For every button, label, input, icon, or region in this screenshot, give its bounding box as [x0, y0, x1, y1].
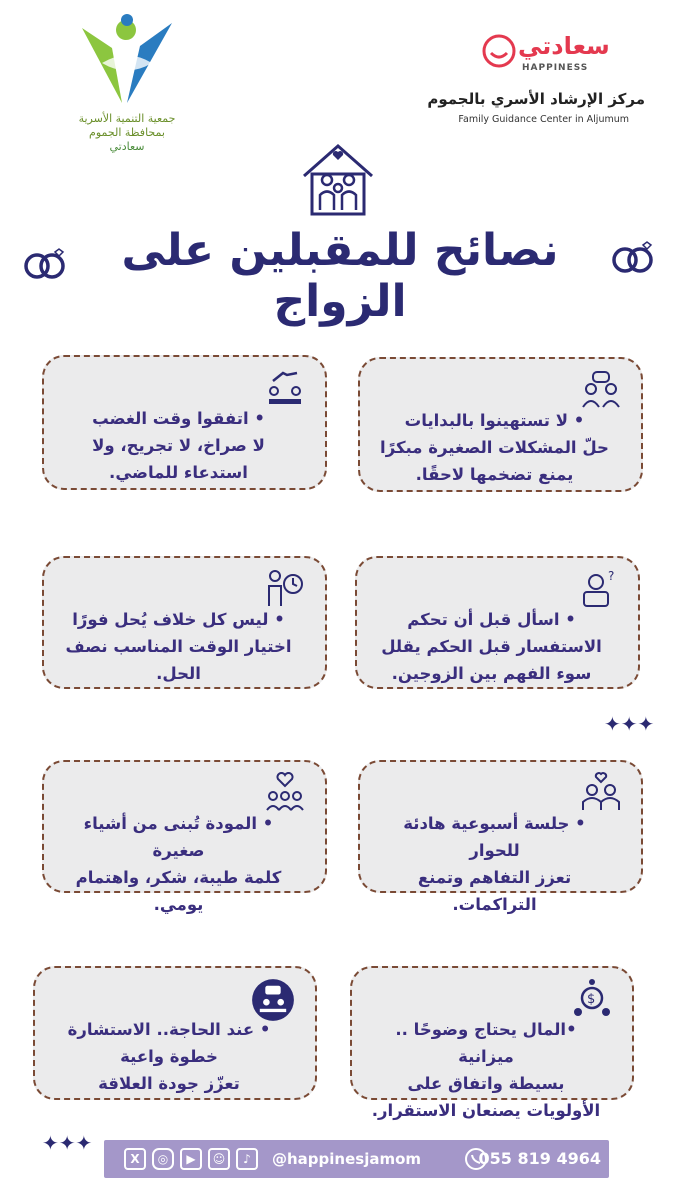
brand-text: سعادتي: [518, 32, 610, 60]
smile-bubble-icon: [482, 34, 516, 68]
association-name-line3: سعادتي: [109, 140, 145, 153]
instagram-icon[interactable]: ◎: [152, 1148, 174, 1170]
tip-title: •المال يحتاج وضوحًا .. ميزانية: [395, 1020, 577, 1066]
tip-text: [60, 810, 297, 918]
tiktok-icon[interactable]: ♪: [236, 1148, 258, 1170]
tip-text: [376, 407, 613, 488]
center-name-en: Family Guidance Center in Aljumum: [458, 114, 629, 125]
tip-body: كلمة طيبة، شكر، واهتمام يومي.: [75, 868, 282, 914]
clock-person-icon: [265, 568, 305, 608]
tip-text: [373, 606, 610, 687]
tip-card-4: [42, 556, 327, 689]
social-handle[interactable]: @happinesjamom: [272, 1150, 422, 1168]
social-footer: [104, 1140, 609, 1178]
sparkles-icon: ✦✦✦: [604, 712, 655, 736]
tip-body: بسيطة واتفاق على الأولويات يصنعان الاستقرار.: [371, 1074, 601, 1120]
tip-card-1: [358, 357, 643, 492]
association-name-line1: جمعية التنمية الأسرية: [78, 112, 176, 125]
tip-title: • جلسة أسبوعية هادئة للحوار: [403, 814, 586, 860]
x-icon[interactable]: X: [124, 1148, 146, 1170]
tip-text: [60, 606, 297, 687]
tip-text: [376, 810, 613, 918]
question-person-icon: [578, 568, 618, 608]
sparkles-icon: ✦✦✦: [42, 1131, 93, 1155]
tip-text: [368, 1016, 604, 1124]
brand-mark: [482, 30, 610, 80]
svg-text:?: ?: [608, 569, 615, 583]
association-logo: [72, 8, 182, 158]
phone-number[interactable]: 055 819 4964: [478, 1149, 601, 1168]
tip-body: تعزّز جودة العلاقة: [98, 1074, 240, 1093]
family-house-icon: [298, 140, 378, 220]
association-name-line2: بمحافظة الجموم: [89, 126, 165, 139]
tip-card-2: [42, 355, 327, 490]
youtube-icon[interactable]: ▶: [180, 1148, 202, 1170]
snapchat-icon[interactable]: ☺: [208, 1148, 230, 1170]
tip-body: الاستفسار قبل الحكم يقلل سوء الفهم بين الزوجين.: [381, 637, 602, 683]
tip-title: • لا تستهينوا بالبدايات: [404, 411, 585, 430]
tip-card-5: [358, 760, 643, 914]
page-title: نصائح للمقبلين على الزواج: [121, 225, 559, 327]
svg-text:$: $: [587, 992, 596, 1007]
tip-body: تعزز التفاهم وتمنع التراكمات.: [417, 868, 572, 914]
conversation-icon: [581, 369, 621, 409]
money-icon: [572, 978, 612, 1018]
tip-title: • عند الحاجة.. الاستشارة خطوة واعية: [67, 1020, 271, 1066]
tip-title: • المودة تُبنى من أشياء صغيرة: [83, 814, 274, 860]
tip-body: حلّ المشكلات الصغيرة مبكرًا يمنع تضخمها لاحقًا.: [380, 438, 609, 484]
handshake-icon: [265, 367, 305, 407]
tip-title: • اتفقوا وقت الغضب: [92, 409, 265, 428]
brand-en: HAPPINESS: [522, 63, 589, 73]
tip-body: اختيار الوقت المناسب نصف الحل.: [65, 637, 292, 683]
tip-card-8: [33, 966, 317, 1100]
tip-text: [51, 1016, 287, 1097]
family-heart-icon: [265, 772, 305, 812]
tip-card-6: [42, 760, 327, 914]
couple-heart-icon: [581, 772, 621, 812]
center-name-ar: مركز الإرشاد الأسري بالجموم: [427, 90, 645, 108]
center-logo: [427, 30, 645, 130]
tip-body: لا صراخ، لا تجريح، ولا استدعاء للماضي.: [92, 436, 265, 482]
tip-card-3: [355, 556, 640, 689]
tip-title: • اسأل قبل أن تحكم: [407, 610, 576, 629]
tip-card-7: [350, 966, 634, 1120]
rings-icon: [610, 240, 656, 274]
tip-text: [60, 405, 297, 486]
tip-title: • ليس كل خلاف يُحل فورًا: [72, 610, 285, 629]
association-logo-icon: [72, 8, 182, 108]
rings-icon: [22, 248, 68, 282]
